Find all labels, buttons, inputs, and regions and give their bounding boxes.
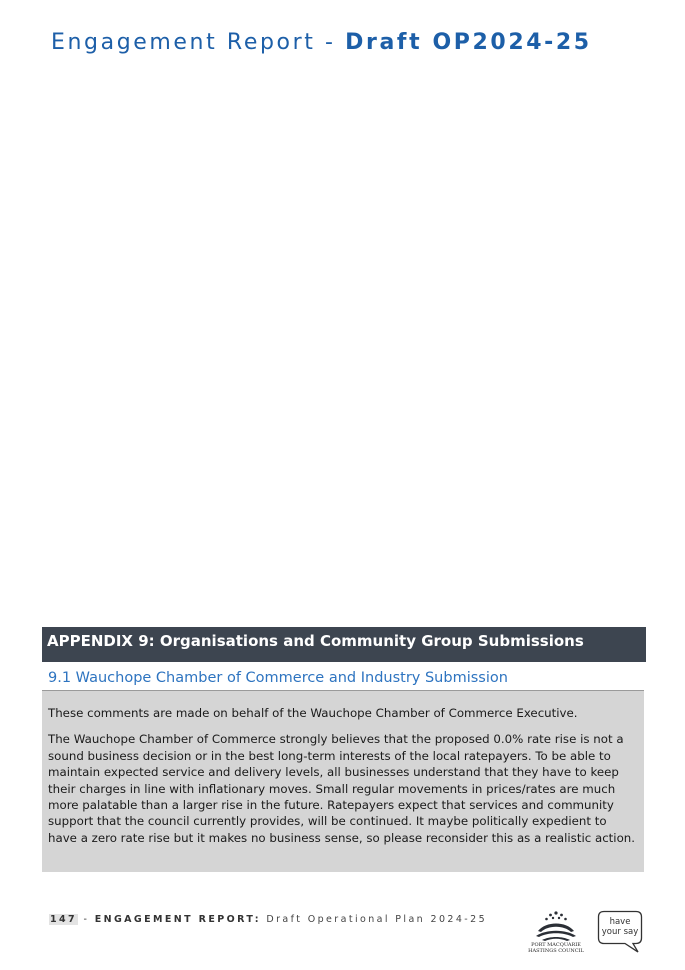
header-title-prefix: Engagement Report -	[51, 30, 346, 55]
submission-text-box	[42, 691, 644, 872]
have-your-say-line1: have	[609, 917, 631, 927]
page-header-title	[51, 30, 592, 55]
appendix-heading: APPENDIX 9: Organisations and Community Group Submissions	[47, 632, 584, 650]
appendix-heading-bar	[42, 627, 646, 662]
footer-separator: -	[78, 914, 95, 925]
submission-paragraph-1: These comments are made on behalf of the Wauchope Chamber of Commerce Executive.	[48, 706, 578, 720]
council-logo	[522, 909, 590, 957]
council-emblem-icon	[522, 909, 590, 943]
council-name-line2: HASTINGS COUNCIL	[528, 948, 584, 954]
council-name-line1: PORT MACQUARIE	[531, 942, 581, 948]
submission-paragraph-2: The Wauchope Chamber of Commerce strongly believes that the proposed 0.0% rate rise is not a sound business decision or in the best long-term interests of the local ratepayers. To be able to maintain expected service and delivery levels, all businesses understand that they have to keep their charges in line with inflationary moves. Small regular movements in prices/rates are much more palatable than a larger rise in the future. Ratepayers expect that services and community support that the council currently provides, will be continued. It maybe politically expedient to have a zero rate rise but it makes no business sense, so please reconsider this as a realistic action.	[48, 732, 636, 845]
footer-doc-title: Draft Operational Plan 2024-25	[260, 914, 488, 925]
header-title-bold: Draft OP2024-25	[345, 30, 592, 55]
council-name	[522, 942, 590, 954]
have-your-say-logo	[597, 910, 643, 954]
have-your-say-line2: your say	[601, 927, 639, 937]
section-heading: 9.1 Wauchope Chamber of Commerce and Industry Submission	[48, 670, 508, 686]
footer-report-label: ENGAGEMENT REPORT:	[94, 914, 261, 925]
page-number: 147	[50, 914, 78, 925]
page-footer	[49, 914, 487, 925]
have-your-say-text	[597, 917, 643, 937]
